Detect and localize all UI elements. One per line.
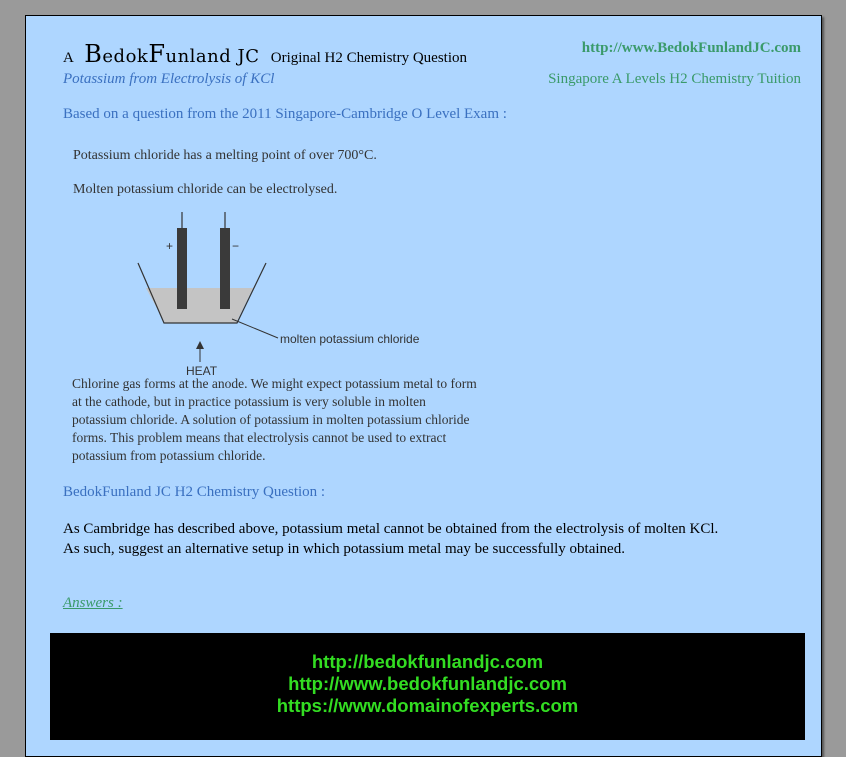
- site-url-link[interactable]: http://www.BedokFunlandJC.com: [581, 40, 801, 56]
- document-page: [25, 15, 822, 757]
- footer-link-3[interactable]: https://www.domainofexperts.com: [276, 695, 579, 716]
- electrolysis-diagram: [126, 206, 456, 366]
- footer-link-2[interactable]: http://www.bedokfunlandjc.com: [288, 673, 567, 694]
- question-paragraph: Chlorine gas forms at the anode. We might expect potassium metal to form at the cathode, but in practice potassium is very soluble in molten potassium chloride. A solution of potassium in molten potassium chloride forms. This problem means that electrolysis cannot be used to extract potassium from potassium chloride.: [72, 376, 477, 463]
- question-line-2: Molten potassium chloride can be electrolysed.: [73, 182, 338, 197]
- title-prefix: A: [63, 50, 74, 66]
- footer-link-1[interactable]: http://bedokfunlandjc.com: [311, 651, 544, 672]
- answers-link[interactable]: Answers :: [63, 595, 123, 611]
- label-leader-line: [232, 319, 278, 338]
- brand-logo: BedokFunland JC: [84, 40, 260, 68]
- intro-text: Based on a question from the 2011 Singapore-Cambridge O Level Exam :: [63, 106, 507, 122]
- question-body-line-2: As such, suggest an alternative setup in which potassium metal may be successfully obtained.: [63, 541, 625, 557]
- page-subtitle: Potassium from Electrolysis of KCl: [63, 71, 275, 87]
- question-body-line-1: As Cambridge has described above, potassium metal cannot be obtained from the electrolysis of molten KCl.: [63, 521, 719, 537]
- anode-electrode: [177, 228, 187, 309]
- melt-label: molten potassium chloride: [280, 332, 420, 346]
- question-body: [63, 519, 718, 559]
- footer-banner: [50, 633, 805, 740]
- title-text: Original H2 Chemistry Question: [270, 50, 467, 66]
- heat-label: HEAT: [186, 364, 218, 378]
- cathode-sign: −: [232, 239, 240, 253]
- anode-sign: +: [166, 239, 174, 253]
- site-tagline: Singapore A Levels H2 Chemistry Tuition: [548, 71, 801, 87]
- question-line-1: Potassium chloride has a melting point of over 700°C.: [73, 148, 377, 163]
- heat-arrow-head: [196, 341, 204, 349]
- question-heading: BedokFunland JC H2 Chemistry Question :: [63, 484, 326, 500]
- cathode-electrode: [220, 228, 230, 309]
- page-title: [63, 40, 467, 68]
